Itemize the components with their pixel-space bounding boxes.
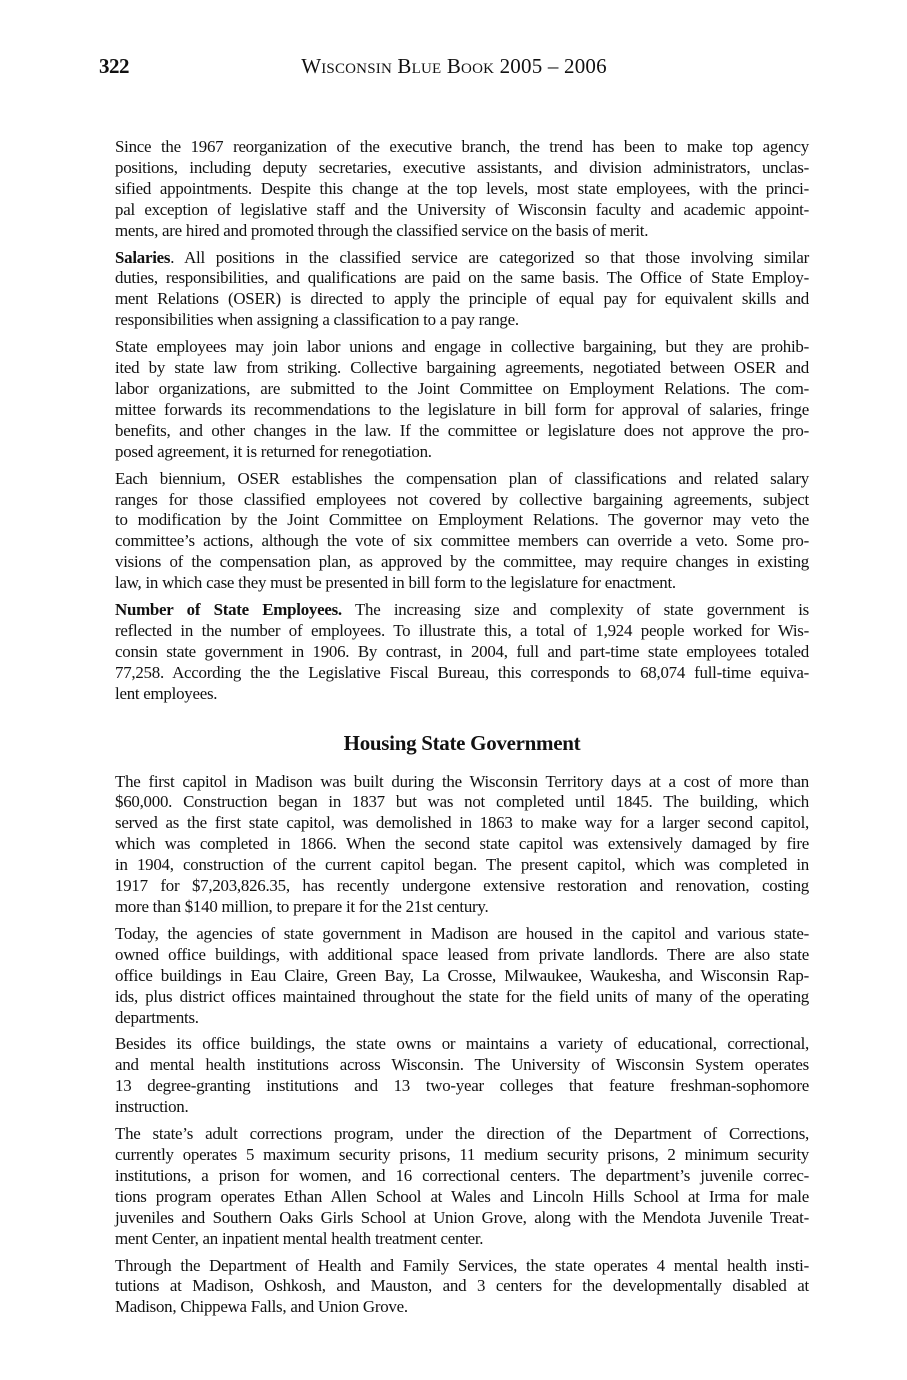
text-line: Through the Department of Health and Family Services, the state operates 4 mental health insti- xyxy=(115,1255,809,1275)
text-line: office buildings in Eau Claire, Green Bay, La Crosse, Milwaukee, Waukesha, and Wisconsin Rap- xyxy=(115,965,809,985)
text-line: ids, plus district offices maintained throughout the state for the field units of many of the operating xyxy=(115,986,809,1006)
text-line: positions, including deputy secretaries, executive assistants, and division administrators, unclas- xyxy=(115,157,809,177)
text-line: committee’s actions, although the vote of six committee members can override a veto. Some pro- xyxy=(115,531,809,551)
text-line: departments. xyxy=(115,1007,199,1027)
text-line: posed agreement, it is returned for renegotiation. xyxy=(115,441,432,461)
text-line: labor organizations, are submitted to the Joint Committee on Employment Relations. The com- xyxy=(115,378,809,398)
paragraph-health-services xyxy=(115,1256,809,1319)
paragraph-salaries xyxy=(115,248,809,332)
text-line: $60,000. Construction began in 1837 but was not completed until 1845. The building, which xyxy=(115,792,809,812)
text-line: institutions, a prison for women, and 16 correctional centers. The department’s juvenile correc- xyxy=(115,1165,809,1185)
page-number: 322 xyxy=(99,54,129,78)
text-line: to modification by the Joint Committee on Employment Relations. The governor may veto the xyxy=(115,510,809,530)
running-title: Wisconsin Blue Book 2005 – 2006 xyxy=(301,54,607,78)
text-line: visions of the compensation plan, as approved by the committee, may require changes in existing xyxy=(115,552,809,572)
paragraph-labor-unions xyxy=(115,337,809,462)
paragraph-number-of-employees xyxy=(115,600,809,705)
text-run: The increasing size and complexity of state government is xyxy=(341,600,809,620)
paragraph-institutions xyxy=(115,1034,809,1118)
text-line: duties, responsibilities, and qualifications are paid on the same basis. The Office of State Employ- xyxy=(115,268,809,288)
text-line: consin state government in 1906. By contrast, in 2004, full and part-time state employees totaled xyxy=(115,641,809,661)
paragraph-reorganization xyxy=(115,137,809,242)
text-line: law, in which case they must be presented in bill form to the legislature for enactment. xyxy=(115,573,676,593)
text-line: Since the 1967 reorganization of the executive branch, the trend has been to make top agency xyxy=(115,137,809,156)
text-line: which was completed in 1866. When the second state capitol was extensively damaged by fire xyxy=(115,834,809,854)
text-line: instruction. xyxy=(115,1097,189,1117)
text-line: 77,258. According the the Legislative Fiscal Bureau, this corresponds to 68,074 full-time equiva- xyxy=(115,662,809,682)
text-line: served as the first state capitol, was demolished in 1863 to make way for a larger second capitol, xyxy=(115,813,809,833)
page-body xyxy=(115,137,809,1324)
text-line: ments, are hired and promoted through the classified service on the basis of merit. xyxy=(115,220,649,240)
text-line: sified appointments. Despite this change at the top levels, most state employees, with the princi- xyxy=(115,178,809,198)
text-line: ited by state law from striking. Collective bargaining agreements, negotiated between OSER and xyxy=(115,358,809,378)
text-line: ment Relations (OSER) is directed to apply the principle of equal pay for equivalent skills and xyxy=(115,289,809,309)
text-line: owned office buildings, with additional space leased from private landlords. There are also state xyxy=(115,944,809,964)
text-line: Besides its office buildings, the state owns or maintains a variety of educational, correctional, xyxy=(115,1034,809,1054)
text-line: ment Center, an inpatient mental health treatment center. xyxy=(115,1228,484,1248)
run-in-heading-number-of-employees: Number of State Employees. xyxy=(115,600,342,620)
text-line: currently operates 5 maximum security prisons, 11 medium security prisons, 2 minimum security xyxy=(115,1144,809,1164)
text-line: in 1904, construction of the current capitol began. The present capitol, which was completed in xyxy=(115,855,809,875)
text-line: State employees may join labor unions and engage in collective bargaining, but they are prohib- xyxy=(115,337,809,357)
text-line: juveniles and Southern Oaks Girls School at Union Grove, along with the Mendota Juvenile Treat- xyxy=(115,1207,809,1227)
text-line: Madison, Chippewa Falls, and Union Grove. xyxy=(115,1297,408,1317)
section-housing-state-government xyxy=(115,731,809,1319)
text-line: The first capitol in Madison was built during the Wisconsin Territory days at a cost of more than xyxy=(115,771,809,791)
text-line xyxy=(115,248,809,269)
text-line: responsibilities when assigning a classification to a pay range. xyxy=(115,310,519,330)
text-line: 1917 for $7,203,826.35, has recently undergone extensive restoration and renovation, costing xyxy=(115,876,809,896)
text-line: and mental health institutions across Wisconsin. The University of Wisconsin System operates xyxy=(115,1055,809,1075)
text-line: Today, the agencies of state government in Madison are housed in the capitol and various state- xyxy=(115,923,809,943)
text-line: Each biennium, OSER establishes the compensation plan of classifications and related salary xyxy=(115,468,809,488)
paragraph-corrections xyxy=(115,1124,809,1249)
text-line: tutions at Madison, Oshkosh, and Mauston, and 3 centers for the developmentally disabled at xyxy=(115,1276,809,1296)
run-in-heading-salaries: Salaries xyxy=(115,247,171,267)
page-header xyxy=(99,54,809,84)
section-civil-service xyxy=(115,137,809,705)
paragraph-first-capitol xyxy=(115,772,809,918)
text-line: tions program operates Ethan Allen School at Wales and Lincoln Hills School at Irma for male xyxy=(115,1186,809,1206)
text-line: 13 degree-granting institutions and 13 two-year colleges that feature freshman-sophomore xyxy=(115,1076,809,1096)
text-line: lent employees. xyxy=(115,683,218,703)
paragraph-office-buildings xyxy=(115,924,809,1029)
text-line: pal exception of legislative staff and the University of Wisconsin faculty and academic appoint- xyxy=(115,199,809,219)
text-line xyxy=(115,600,809,621)
text-line: benefits, and other changes in the law. If the committee or legislature does not approve the pro- xyxy=(115,420,809,440)
text-line: The state’s adult corrections program, under the direction of the Department of Corrections, xyxy=(115,1124,809,1144)
paragraph-compensation-plan xyxy=(115,469,809,594)
section-heading: Housing State Government xyxy=(343,730,581,755)
text-line: mittee forwards its recommendations to the legislature in bill form for approval of salaries, fringe xyxy=(115,399,809,419)
text-line: more than $140 million, to prepare it for the 21st century. xyxy=(115,897,489,916)
text-line: ranges for those classified employees not covered by collective bargaining agreements, subject xyxy=(115,489,809,509)
text-line: reflected in the number of employees. To illustrate this, a total of 1,924 people worked for Wis- xyxy=(115,620,809,640)
text-run: . All positions in the classified service are categorized so that those involving similar xyxy=(170,247,809,267)
